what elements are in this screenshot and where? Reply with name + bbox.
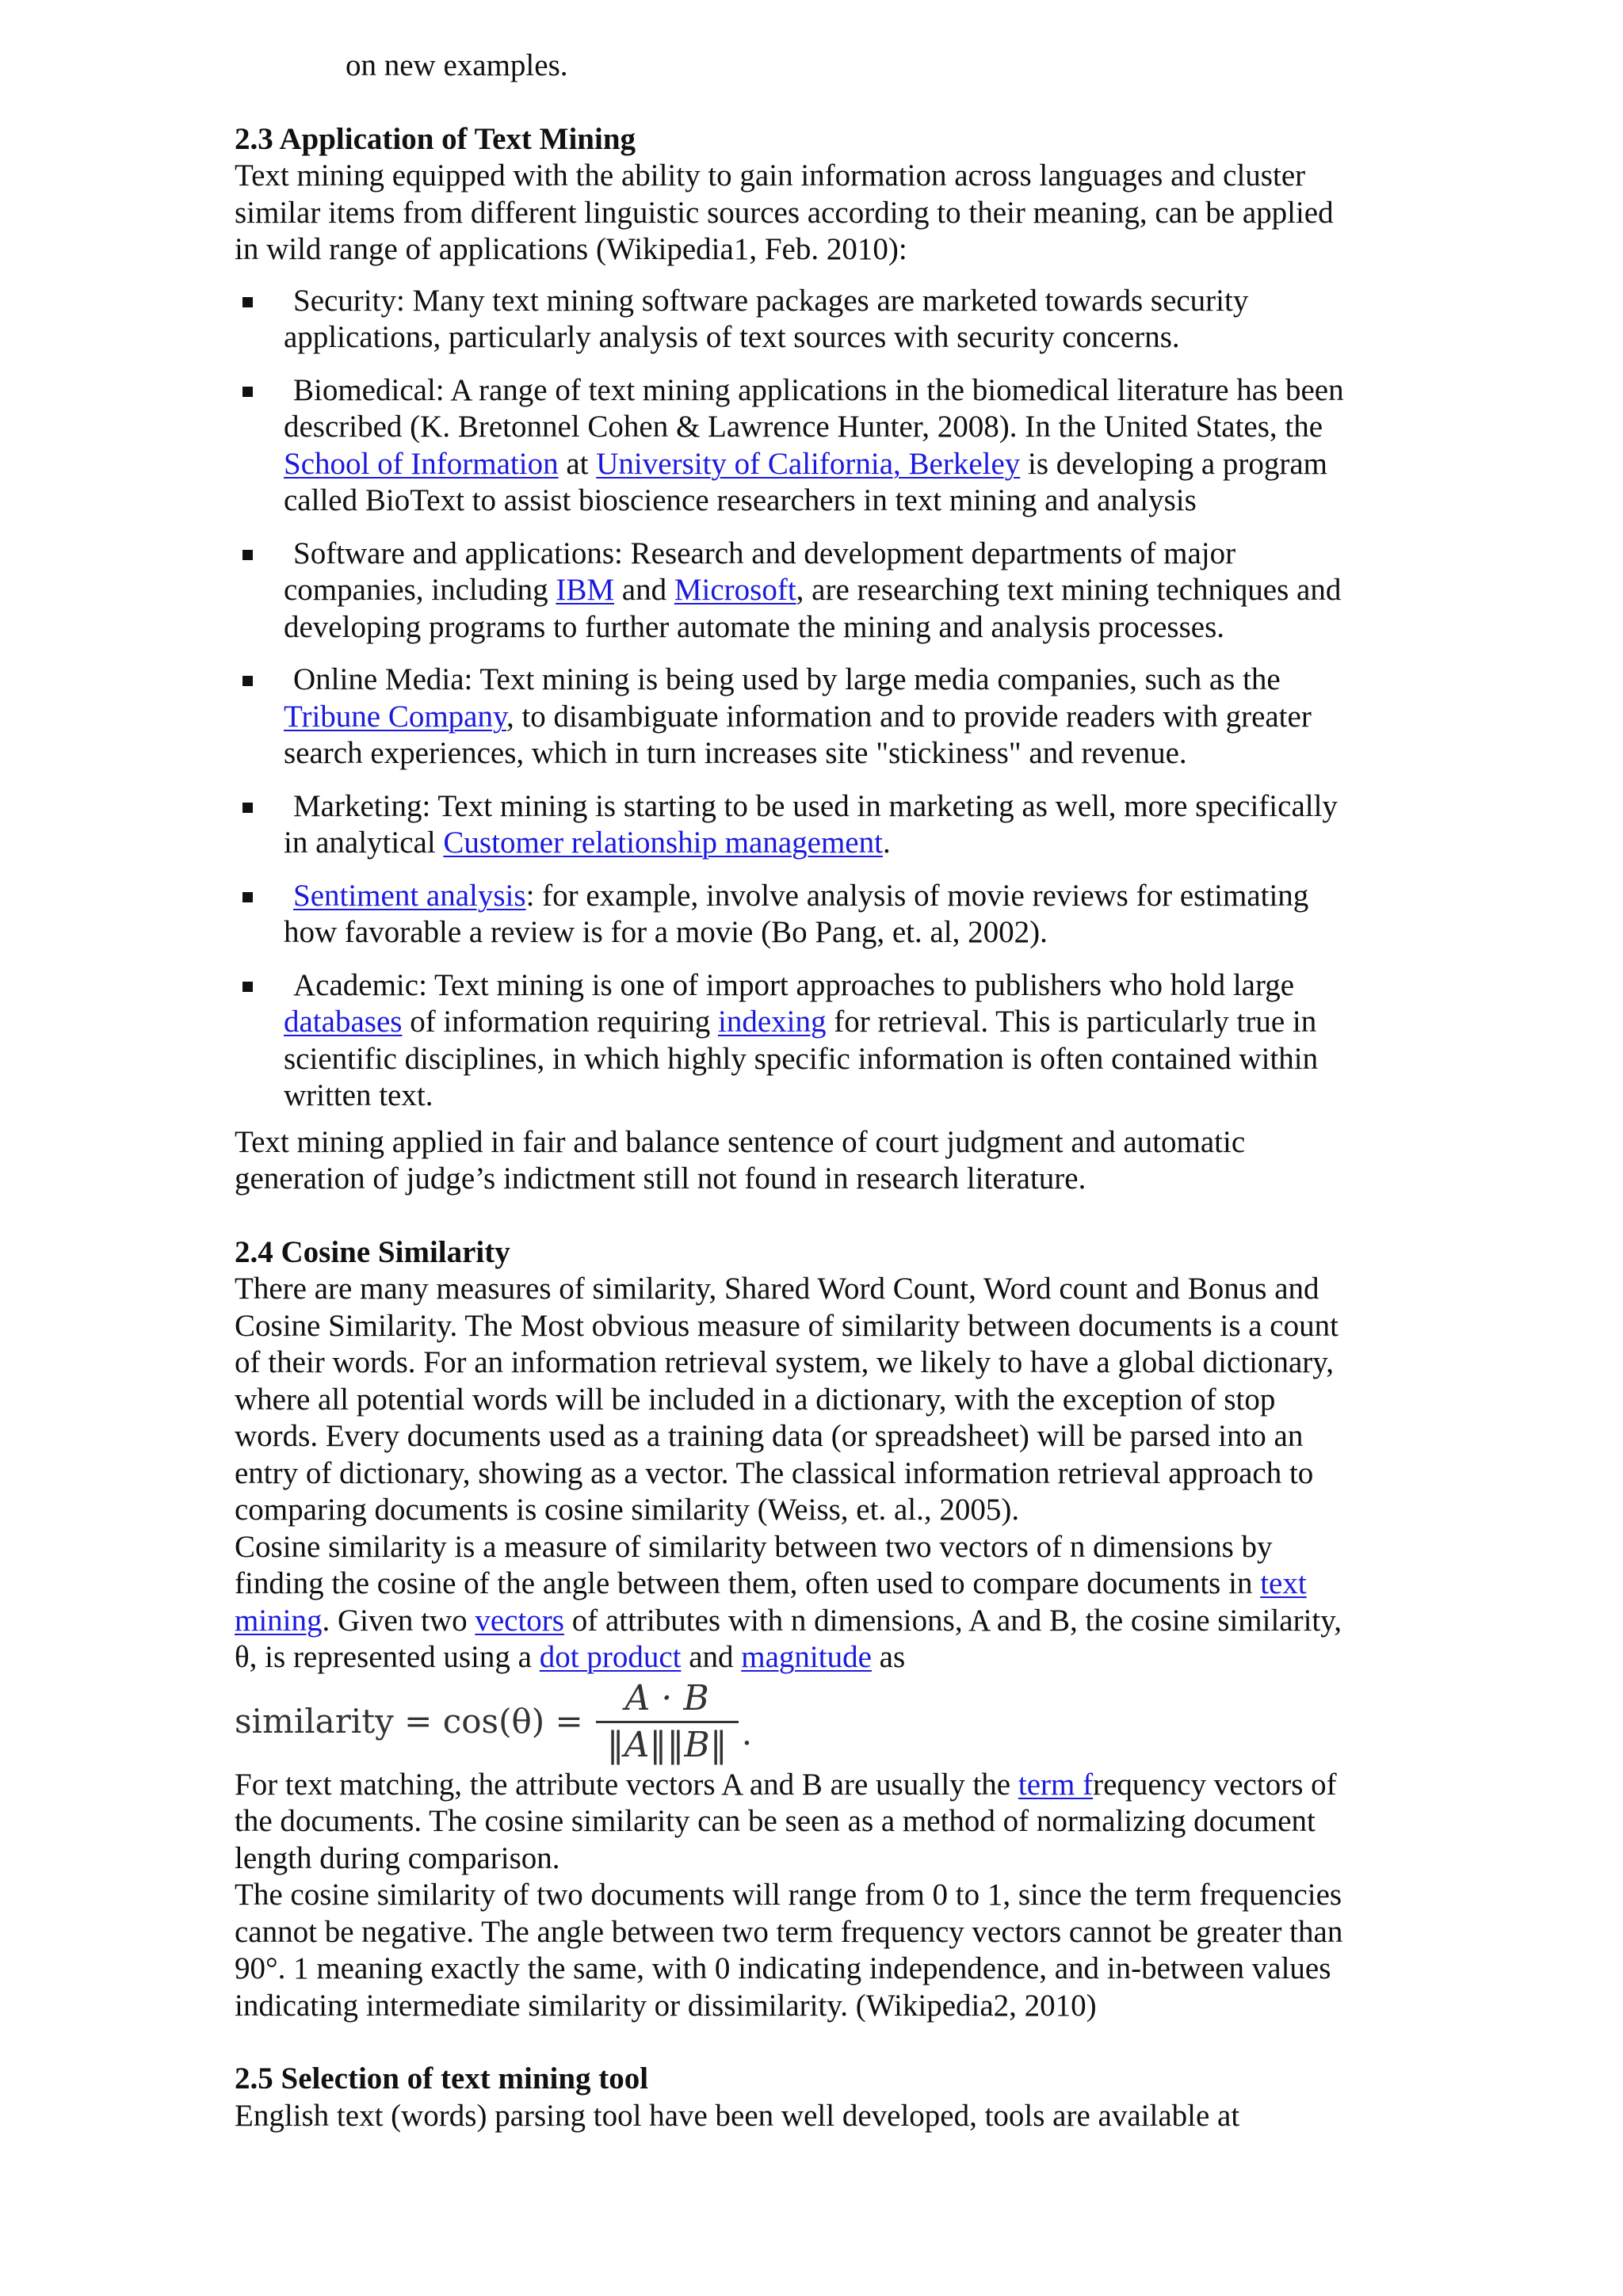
bullet-text: and — [614, 573, 674, 607]
list-item-biomedical — [235, 372, 1344, 520]
bullet-square-icon — [242, 982, 253, 992]
bullet-text: Biomedical: A range of text mining applications in the biomedical literature has been described (K. Bretonnel Cohen & Lawrence Hunter, 2008). In the United States, the — [284, 372, 1344, 444]
formula-denominator: ‖A‖‖B‖ — [606, 1725, 727, 1765]
link-dot-product[interactable]: dot product — [539, 1640, 682, 1674]
bullet-text: Security: Many text mining software packages are marketed towards security applications, particularly analysis of text sources with security concerns. — [284, 283, 1249, 354]
formula-fraction — [596, 1678, 739, 1766]
spacer — [235, 2024, 1344, 2061]
link-uc-berkeley[interactable]: University of California, Berkeley — [596, 446, 1021, 481]
bullet-text: . — [882, 826, 891, 860]
bullet-text: is developing a program called BioText to assist bioscience researchers in text mining and analysis — [284, 446, 1328, 517]
formula-period: . — [741, 1714, 753, 1753]
link-tribune-company[interactable]: Tribune Company — [284, 699, 506, 734]
paragraph-text: of attributes with n dimensions, A and B, the cosine similarity, θ, is represented using a — [235, 1603, 1342, 1674]
bullet-text: Marketing: Text mining is starting to be used in marketing as well, more specifically in analytical — [284, 788, 1338, 860]
bullet-square-icon — [242, 892, 253, 902]
cosine-similarity-formula — [235, 1678, 1344, 1767]
bullet-text: at — [558, 446, 597, 481]
bullet-text: for retrieval. This is particularly true in scientific disciplines, in which highly specific information is often contained within written text. — [284, 1005, 1319, 1112]
list-item-software — [235, 536, 1344, 646]
link-ibm[interactable]: IBM — [556, 573, 615, 607]
bullet-text: Online Media: Text mining is being used by large media companies, such as the — [293, 662, 1281, 696]
list-item-academic — [235, 967, 1344, 1115]
bullet-text: Software and applications: Research and development departments of major companies, including — [284, 536, 1236, 607]
section-2-3-heading: 2.3 Application of Text Mining — [235, 121, 636, 156]
paragraph-text: For text matching, the attribute vectors A and B are usually the — [235, 1767, 1018, 1802]
section-2-4-paragraph-4: The cosine similarity of two documents will range from 0 to 1, since the term frequencies cannot be negative. The angle between two term frequency vectors cannot be greater than 90°. 1 meaning exactly the same, with 0 indicating independence, and in-between values indicating intermediate similarity or dissimilarity. (Wikipedia2, 2010) — [235, 1878, 1343, 2023]
link-magnitude[interactable]: magnitude — [741, 1640, 872, 1674]
paragraph-text: Cosine similarity is a measure of similarity between two vectors of n dimensions by finding the cosine of the angle between them, often used to compare documents in — [235, 1529, 1273, 1600]
list-item-sentiment — [235, 878, 1344, 952]
section-2-5-paragraph-1: English text (words) parsing tool have been well developed, tools are available at — [235, 2098, 1240, 2133]
section-2-4-paragraph-2 — [235, 1529, 1344, 1676]
link-text-mining[interactable]: text mining — [235, 1566, 1307, 1638]
section-2-4-paragraph-1: There are many measures of similarity, Shared Word Count, Word count and Bonus and Cosine Similarity. The Most obvious measure of similarity between documents is a count of their words. For an information retrieval system, we likely to have a global dictionary, where all potential words will be included in a dictionary, with the exception of stop words. Every documents used as a training data (or spreadsheet) will be parsed into an entry of dictionary, showing as a vector. The classical information retrieval approach to comparing documents is cosine similarity (Weiss, et. al., 2005). — [235, 1272, 1338, 1527]
section-2-4-heading: 2.4 Cosine Similarity — [235, 1234, 510, 1269]
link-sentiment-analysis[interactable]: Sentiment analysis — [293, 878, 526, 913]
paragraph-text: requency vectors of the documents. The cosine similarity can be seen as a method of normalizing document length during comparison. — [235, 1767, 1337, 1875]
bullet-text: , are researching text mining techniques and developing programs to further automate the mining and analysis processes. — [284, 573, 1342, 644]
bullet-text: of information requiring — [402, 1005, 719, 1039]
link-indexing[interactable]: indexing — [718, 1005, 827, 1039]
document-page — [235, 48, 1344, 2134]
bullet-text: , to disambiguate information and to provide readers with greater search experiences, which in turn increases site "stickiness" and revenue. — [284, 699, 1312, 770]
bullet-square-icon — [242, 803, 253, 813]
section-2-3-outro: Text mining applied in fair and balance sentence of court judgment and automatic generation of judge’s indictment still not found in research literature. — [235, 1124, 1246, 1196]
formula-numerator: A · B — [624, 1678, 709, 1718]
paragraph-text: as — [871, 1640, 906, 1674]
fraction-bar — [596, 1721, 739, 1723]
section-2-3-intro: Text mining equipped with the ability to gain information across languages and cluster similar items from different linguistic sources according to their meaning, can be applied in wild range of applications (Wikipedia1, Feb. 2010): — [235, 158, 1334, 266]
paragraph-text: and — [681, 1640, 742, 1674]
bullet-square-icon — [242, 550, 253, 560]
link-school-of-information[interactable]: School of Information — [284, 446, 559, 481]
continuation-line: on new examples. — [346, 48, 568, 82]
section-2-4-paragraph-3 — [235, 1767, 1344, 1878]
bullet-square-icon — [242, 387, 253, 397]
list-item-marketing — [235, 788, 1344, 862]
spacer — [235, 1198, 1344, 1234]
bullet-square-icon — [242, 676, 253, 686]
bullet-text: Academic: Text mining is one of import approaches to publishers who hold large — [293, 967, 1295, 1002]
list-item-online-media — [235, 662, 1344, 772]
link-term-frequency[interactable]: term f — [1018, 1767, 1094, 1802]
formula-lhs: similarity = cos(θ) = — [235, 1702, 583, 1741]
bullet-text: : for example, involve analysis of movie reviews for estimating how favorable a review is for a movie (Bo Pang, et. al, 2002). — [284, 878, 1309, 949]
link-vectors[interactable]: vectors — [475, 1603, 564, 1638]
link-microsoft[interactable]: Microsoft — [674, 573, 796, 607]
spacer — [235, 85, 1344, 121]
section-2-5-heading: 2.5 Selection of text mining tool — [235, 2061, 649, 2096]
applications-list — [235, 283, 1344, 1115]
paragraph-text: . Given two — [322, 1603, 475, 1638]
link-databases[interactable]: databases — [284, 1005, 403, 1039]
list-item-security — [235, 283, 1344, 357]
link-crm[interactable]: Customer relationship management — [443, 826, 883, 860]
bullet-square-icon — [242, 297, 253, 307]
